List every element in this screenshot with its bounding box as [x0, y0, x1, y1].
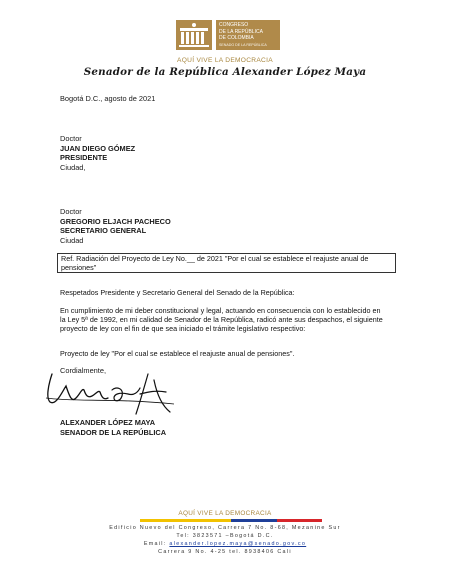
salutation: Doctor [60, 207, 82, 216]
email-link[interactable]: alexander.lopez.maya@senado.gov.co [169, 541, 307, 547]
logo-wordmark [216, 20, 280, 50]
footer-cali: Carrera 9 No. 4-25 tel. 8938406 Cali [158, 549, 292, 555]
recipient-block-2 [60, 207, 171, 245]
senator-title: Senador de la República Alexander López Maya [83, 66, 367, 78]
footer-email-row [0, 541, 450, 548]
email-label: Email: [143, 541, 167, 547]
signer-name: ALEXANDER LÓPEZ MAYA [60, 418, 156, 427]
body-line: En cumplimiento de mi deber constitucional y legal, actuando en consecuencia con lo establecido en [60, 306, 381, 315]
flag-stripe [140, 519, 322, 522]
logo-line: CONGRESO [219, 22, 249, 28]
logo-line: DE COLOMBIA [219, 35, 254, 41]
flag-blue [231, 519, 277, 522]
logo-line: DE LA REPÚBLICA [219, 28, 263, 35]
flag-red [277, 519, 323, 522]
body-line: proyecto de ley con el fin de que sea iniciado el trámite legislativo respectivo: [60, 324, 306, 334]
letter-date: Bogotá D.C., agosto de 2021 [60, 94, 156, 103]
recipient-name: GREGORIO ELJACH PACHECO [60, 216, 171, 226]
reference-line: pensiones" [61, 262, 97, 272]
signer-title: SENADOR DE LA REPÚBLICA [60, 427, 167, 437]
reference-line: Ref. Radiación del Proyecto de Ley No.__ de 2021 "Por el cual se establece el reajuste anual de [61, 254, 369, 263]
project-line: Proyecto de ley "Por el cual se establece el reajuste anual de pensiones". [60, 349, 295, 358]
header-slogan: AQUÍ VIVE LA DEMOCRACIA [177, 57, 273, 64]
signer-block [60, 418, 166, 437]
body-line: la Ley 5ª de 1992, en mi calidad de Senador de la República, radicó ante sus despachos, el siguiente [60, 315, 383, 325]
recipient-block-1 [60, 134, 135, 172]
closing: Cordialmente, [60, 366, 107, 375]
congress-logo [176, 14, 280, 54]
recipient-title: SECRETARIO GENERAL [60, 226, 147, 236]
footer-address: Edificio Nuevo del Congreso, Carrera 7 No. 8-68, Mezanine Sur [109, 525, 341, 531]
greeting: Respetados Presidente y Secretario General del Senado de la República: [60, 288, 295, 297]
recipient-city: Ciudad [60, 235, 84, 245]
footer-phone: Tel: 3823571 –Bogotá D.C. [176, 533, 274, 539]
flag-yellow [140, 519, 231, 522]
capitol-icon [176, 20, 212, 50]
recipient-city: Ciudad, [60, 162, 86, 172]
body-paragraph [60, 306, 390, 333]
recipient-name: JUAN DIEGO GÓMEZ [60, 143, 136, 153]
logo-line: SENADO DE LA REPÚBLICA [219, 42, 267, 47]
recipient-title: PRESIDENTE [60, 153, 108, 163]
reference-box [57, 253, 396, 273]
footer-slogan: AQUÍ VIVE LA DEMOCRACIA [178, 510, 272, 517]
salutation: Doctor [60, 134, 82, 143]
